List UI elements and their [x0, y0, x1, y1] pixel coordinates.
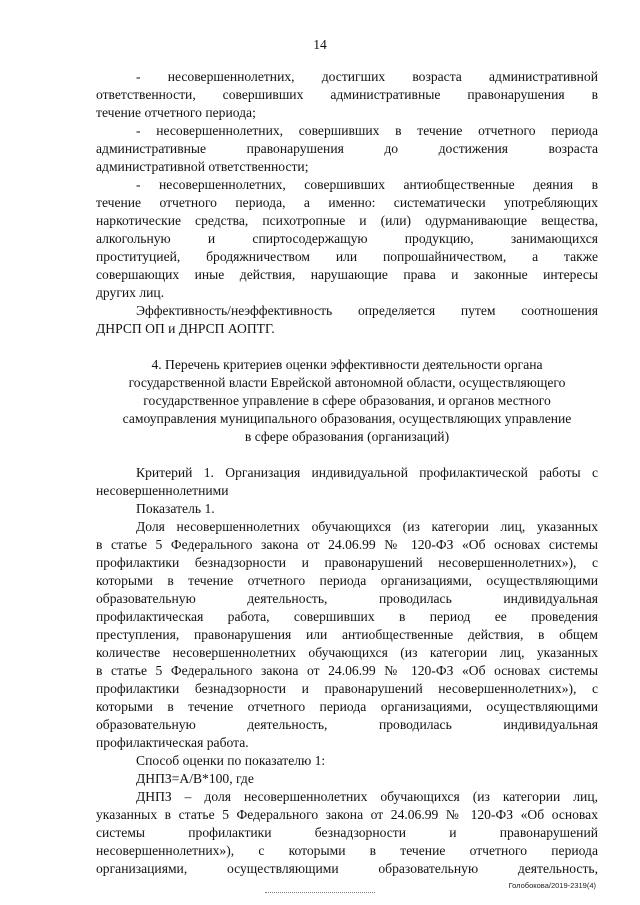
footer-divider [265, 892, 375, 893]
text-line: других лиц. [96, 285, 165, 300]
text-line: алкогольную и спиртосодержащую продукцию, занимающихся [96, 231, 598, 246]
text-line: административные правонарушения до достижения возраста [96, 141, 598, 156]
section-heading-line: в сфере образования (организаций) [244, 429, 450, 444]
text-line: системы профилактики безнадзорности и правонарушений [96, 825, 598, 840]
text-line: образовательную деятельность, проводилась индивидуальная [96, 717, 598, 732]
page-number: 14 [313, 37, 327, 52]
text-line: ответственности, совершивших административные правонарушения в [96, 87, 598, 102]
text-line: профилактики безнадзорности и правонарушений несовершеннолетних»), с [96, 555, 598, 570]
text-line: административной ответственности; [96, 159, 309, 174]
text-line: Эффективность/неэффективность определяется путем соотношения [136, 303, 598, 318]
text-line: Доля несовершеннолетних обучающихся (из категории лиц, указанных [136, 519, 598, 534]
text-line: проституцией, бродяжничеством или попрошайничеством, а также [96, 249, 598, 264]
text-line: ДНРСП ОП и ДНРСП АОПТГ. [96, 321, 275, 336]
text-line: в статье 5 Федерального закона от 24.06.99 № 120-ФЗ «Об основах системы [96, 663, 598, 678]
text-line: - несовершеннолетних, совершивших антиобщественные деяния в [136, 177, 598, 192]
document-footer: Голобокова/2019-2319(4) [508, 881, 596, 890]
text-line: течение отчетного периода, а именно: систематически употребляющих [96, 195, 598, 210]
text-line: течение отчетного периода; [96, 105, 256, 120]
text-line: указанных в статье 5 Федерального закона от 24.06.99 № 120-ФЗ «Об основах [96, 807, 598, 822]
text-line: профилактическая работа. [96, 735, 249, 750]
section-heading-line: государственное управление в сфере образования, и органов местного [143, 393, 551, 408]
text-line: образовательную деятельность, проводилась индивидуальная [96, 591, 598, 606]
text-line: несовершеннолетних»), с которыми в течение отчетного периода [96, 843, 598, 858]
text-line: которыми в течение отчетного периода организациями, осуществляющими [96, 573, 598, 588]
text-line: профилактики безнадзорности и правонарушений несовершеннолетних»), с [96, 681, 598, 696]
text-line: профилактическая работа, совершивших в период ее проведения [96, 609, 598, 624]
formula: ДНПЗ=А/В*100, где [136, 771, 254, 786]
section-heading-line: государственной власти Еврейской автономной области, осуществляющего [128, 375, 566, 390]
section-heading-line: 4. Перечень критериев оценки эффективности деятельности органа [151, 357, 543, 372]
text-line: организациями, осуществляющими образовательную деятельность, [96, 861, 598, 876]
text-line: - несовершеннолетних, совершивших в течение отчетного периода [136, 123, 598, 138]
section-heading-line: самоуправления муниципального образования, осуществляющих управление [122, 411, 572, 426]
text-line: количестве несовершеннолетних обучающихся (из категории лиц, указанных [96, 645, 598, 660]
criterion-title: Критерий 1. Организация индивидуальной профилактической работы с [136, 465, 598, 480]
indicator-label: Показатель 1. [136, 501, 215, 516]
text-line: - несовершеннолетних, достигших возраста административной [136, 69, 598, 84]
criterion-title: несовершеннолетними [96, 483, 229, 498]
text-line: ДНПЗ – доля несовершеннолетних обучающихся (из категории лиц, [136, 789, 598, 804]
text-line: в статье 5 Федерального закона от 24.06.99 № 120-ФЗ «Об основах системы [96, 537, 598, 552]
text-line: наркотические средства, психотропные и (или) одурманивающие вещества, [96, 213, 598, 228]
text-line: которыми в течение отчетного периода организациями, осуществляющими [96, 699, 598, 714]
text-line: преступления, правонарушения или антиобщественные действия, в общем [96, 627, 598, 642]
text-line: совершающих иные действия, нарушающие права и законные интересы [96, 267, 598, 282]
method-label: Способ оценки по показателю 1: [136, 753, 326, 768]
